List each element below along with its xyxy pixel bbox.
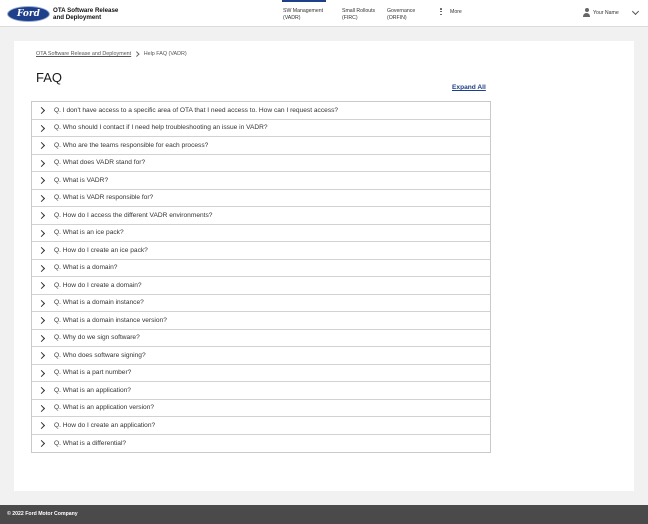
chevron-right-icon	[38, 229, 45, 236]
faq-item[interactable]	[32, 365, 490, 383]
nav-governance[interactable]	[387, 8, 415, 21]
faq-item[interactable]	[32, 330, 490, 348]
faq-question: Q. What is a part number?	[54, 369, 132, 377]
faq-item[interactable]	[32, 120, 490, 138]
chevron-right-icon	[38, 212, 45, 219]
faq-question: Q. I don't have access to a specific area of OTA that I need access to. How can I request access?	[54, 106, 339, 114]
faq-question: Q. What is an application version?	[54, 404, 155, 412]
faq-question: Q. Who does software signing?	[54, 351, 146, 359]
nav-sw-management-label: SW Management	[283, 8, 324, 14]
breadcrumb-link-home[interactable]: OTA Software Release and Deployment	[36, 51, 132, 57]
faq-question: Q. How do I create an application?	[54, 421, 156, 429]
expand-all-link[interactable]: Expand All	[452, 84, 486, 91]
chevron-right-icon	[38, 369, 45, 376]
chevron-right-icon	[38, 124, 45, 131]
chevron-right-icon	[38, 352, 45, 359]
faq-question: Q. What does VADR stand for?	[54, 159, 146, 167]
chevron-right-icon	[134, 52, 139, 57]
user-name: Your Name	[593, 9, 619, 16]
faq-item[interactable]	[32, 260, 490, 278]
top-header	[0, 0, 648, 27]
faq-item[interactable]	[32, 225, 490, 243]
chevron-right-icon	[38, 439, 45, 446]
breadcrumb-current: Help FAQ (VADR)	[143, 51, 187, 57]
app-title-line2: and Deployment	[53, 14, 102, 22]
nav-small-rollouts[interactable]	[342, 8, 375, 21]
nav-small-rollouts-sub: (FIRC)	[342, 14, 358, 21]
faq-item[interactable]	[32, 400, 490, 418]
faq-question: Q. What is a domain instance?	[54, 299, 144, 307]
faq-item[interactable]	[32, 155, 490, 173]
chevron-right-icon	[38, 159, 45, 166]
nav-governance-sub: (ORFIN)	[387, 14, 407, 21]
faq-item[interactable]	[32, 312, 490, 330]
kebab-icon	[440, 8, 443, 15]
chevron-right-icon	[38, 177, 45, 184]
nav-sw-management-sub: (VADR)	[283, 14, 301, 21]
faq-question: Q. Why do we sign software?	[54, 334, 140, 342]
chevron-right-icon	[38, 142, 45, 149]
faq-list	[31, 101, 491, 453]
faq-item[interactable]	[32, 347, 490, 365]
footer	[0, 505, 648, 524]
user-menu[interactable]	[583, 8, 619, 17]
faq-question: Q. What is a domain instance version?	[54, 316, 167, 324]
breadcrumb	[36, 51, 187, 57]
chevron-right-icon	[38, 282, 45, 289]
faq-item[interactable]	[32, 137, 490, 155]
faq-item[interactable]	[32, 172, 490, 190]
chevron-right-icon	[38, 387, 45, 394]
page-title: FAQ	[36, 70, 63, 85]
nav-sw-management[interactable]	[283, 8, 323, 21]
faq-question: Q. Who should I contact if I need help troubleshooting an issue in VADR?	[54, 124, 268, 132]
faq-item[interactable]	[32, 417, 490, 435]
faq-question: Q. How do I create a domain?	[54, 281, 142, 289]
chevron-right-icon	[38, 264, 45, 271]
nav-small-rollouts-label: Small Rollouts	[342, 8, 376, 14]
user-icon	[583, 8, 590, 17]
main-card	[14, 41, 634, 491]
faq-item[interactable]	[32, 382, 490, 400]
faq-question: Q. How do I create an ice pack?	[54, 246, 148, 254]
faq-item[interactable]	[32, 207, 490, 225]
footer-copyright: © 2022 Ford Motor Company	[7, 511, 78, 517]
app-title-line1: OTA Software Release	[53, 7, 119, 14]
more-label: More	[450, 8, 462, 15]
chevron-right-icon	[38, 247, 45, 254]
logo-text: Ford	[17, 9, 40, 19]
faq-item[interactable]	[32, 295, 490, 313]
more-menu[interactable]	[440, 8, 462, 15]
faq-question: Q. What is VADR responsible for?	[54, 194, 154, 202]
faq-question: Q. Who are the teams responsible for each process?	[54, 141, 209, 149]
faq-item[interactable]	[32, 242, 490, 260]
chevron-right-icon	[38, 194, 45, 201]
faq-item[interactable]	[32, 435, 490, 453]
nav-governance-label: Governance	[387, 8, 416, 14]
faq-question: Q. How do I access the different VADR environments?	[54, 211, 213, 219]
chevron-right-icon	[38, 334, 45, 341]
app-title[interactable]	[53, 7, 118, 22]
chevron-right-icon	[38, 422, 45, 429]
faq-question: Q. What is an ice pack?	[54, 229, 124, 237]
chevron-right-icon	[38, 404, 45, 411]
faq-item[interactable]	[32, 190, 490, 208]
faq-item[interactable]	[32, 277, 490, 295]
chevron-right-icon	[38, 299, 45, 306]
chevron-right-icon	[38, 317, 45, 324]
faq-question: Q. What is VADR?	[54, 176, 109, 184]
faq-question: Q. What is a differential?	[54, 439, 127, 447]
ford-logo[interactable]	[7, 6, 50, 22]
chevron-down-icon	[632, 8, 639, 15]
faq-question: Q. What is an application?	[54, 386, 131, 394]
faq-item[interactable]	[32, 102, 490, 120]
chevron-right-icon	[38, 107, 45, 114]
faq-question: Q. What is a domain?	[54, 264, 118, 272]
